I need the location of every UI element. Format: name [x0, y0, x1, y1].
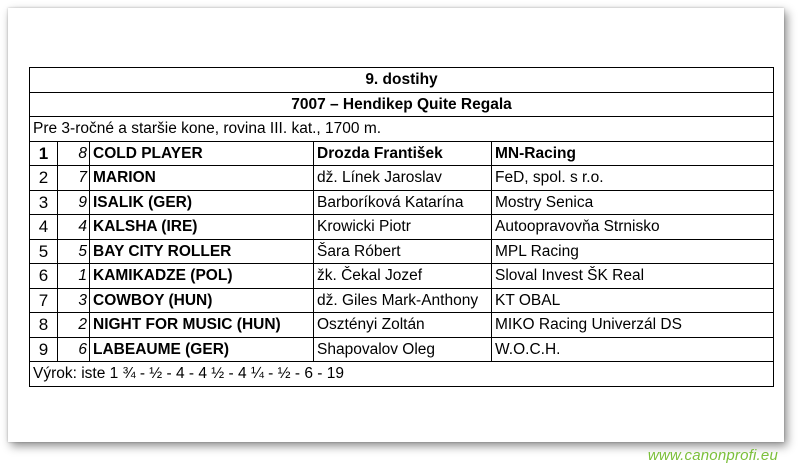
jockey-name: Drozda František [314, 141, 492, 166]
horse-name: BAY CITY ROLLER [90, 239, 314, 264]
race-name-row [30, 92, 774, 117]
table-row [30, 190, 774, 215]
race-heading-row [30, 68, 774, 93]
owner-name: FeD, spol. s r.o. [492, 166, 774, 191]
jockey-name: Krowicki Piotr [314, 215, 492, 240]
horse-name: KALSHA (IRE) [90, 215, 314, 240]
horse-name: NIGHT FOR MUSIC (HUN) [90, 313, 314, 338]
finish-position: 6 [30, 264, 58, 289]
owner-name: Autoopravovňa Strnisko [492, 215, 774, 240]
jockey-name: dž. Línek Jaroslav [314, 166, 492, 191]
jockey-name: žk. Čekal Jozef [314, 264, 492, 289]
finish-position: 9 [30, 337, 58, 362]
owner-name: MPL Racing [492, 239, 774, 264]
horse-number: 8 [58, 141, 90, 166]
table-row [30, 288, 774, 313]
table-row [30, 313, 774, 338]
owner-name: KT OBAL [492, 288, 774, 313]
horse-number: 1 [58, 264, 90, 289]
horse-number: 2 [58, 313, 90, 338]
table-row [30, 239, 774, 264]
race-heading: 9. dostihy [30, 68, 774, 93]
finish-position: 5 [30, 239, 58, 264]
jockey-name: Osztényi Zoltán [314, 313, 492, 338]
race-conditions: Pre 3-ročné a staršie kone, rovina III. kat., 1700 m. [30, 117, 774, 142]
horse-number: 4 [58, 215, 90, 240]
jockey-name: Šara Róbert [314, 239, 492, 264]
horse-name: MARION [90, 166, 314, 191]
jockey-name: Shapovalov Oleg [314, 337, 492, 362]
horse-number: 5 [58, 239, 90, 264]
race-results-table [29, 67, 774, 387]
horse-name: COLD PLAYER [90, 141, 314, 166]
watermark-text: www.canonprofi.eu [647, 447, 778, 464]
finish-position: 3 [30, 190, 58, 215]
table-row [30, 166, 774, 191]
finish-position: 2 [30, 166, 58, 191]
owner-name: Mostry Senica [492, 190, 774, 215]
jockey-name: Barboríková Katarína [314, 190, 492, 215]
horse-number: 6 [58, 337, 90, 362]
table-row [30, 141, 774, 166]
owner-name: Sloval Invest ŠK Real [492, 264, 774, 289]
finish-position: 7 [30, 288, 58, 313]
jockey-name: dž. Giles Mark-Anthony [314, 288, 492, 313]
finish-position: 4 [30, 215, 58, 240]
horse-name: ISALIK (GER) [90, 190, 314, 215]
finish-position: 1 [30, 141, 58, 166]
race-margins-row [30, 362, 774, 387]
table-row [30, 264, 774, 289]
owner-name: W.O.C.H. [492, 337, 774, 362]
horse-number: 7 [58, 166, 90, 191]
race-conditions-row [30, 117, 774, 142]
race-name: 7007 – Hendikep Quite Regala [30, 92, 774, 117]
finish-position: 8 [30, 313, 58, 338]
table-row [30, 215, 774, 240]
table-row [30, 337, 774, 362]
race-margins: Výrok: iste 1 ¾ - ½ - 4 - 4 ½ - 4 ¼ - ½ - 6 - 19 [30, 362, 774, 387]
horse-number: 3 [58, 288, 90, 313]
horse-name: KAMIKADZE (POL) [90, 264, 314, 289]
horse-name: LABEAUME (GER) [90, 337, 314, 362]
horse-name: COWBOY (HUN) [90, 288, 314, 313]
horse-number: 9 [58, 190, 90, 215]
owner-name: MIKO Racing Univerzál DS [492, 313, 774, 338]
owner-name: MN-Racing [492, 141, 774, 166]
